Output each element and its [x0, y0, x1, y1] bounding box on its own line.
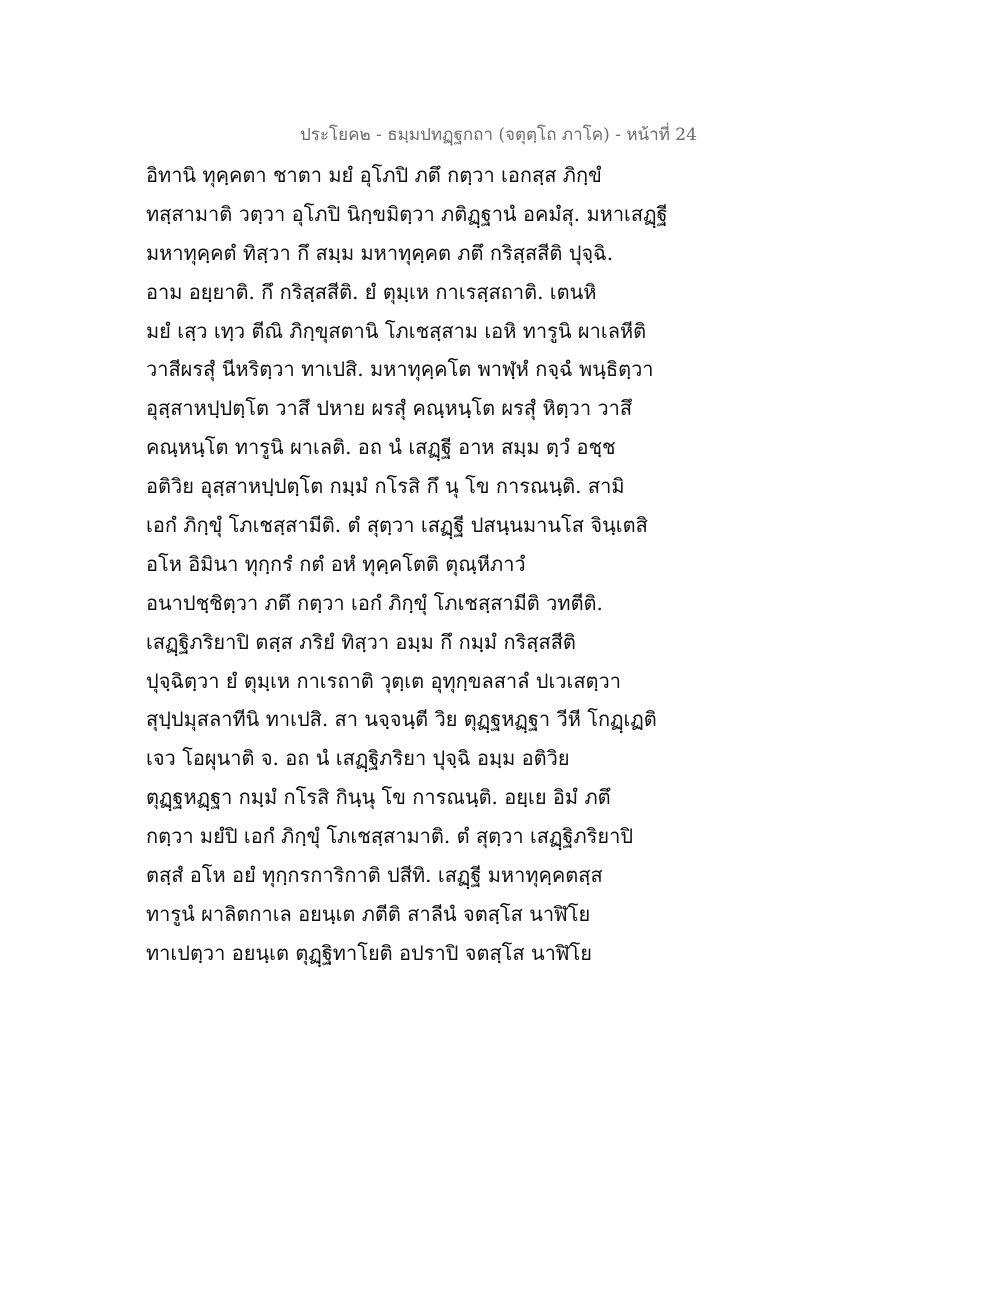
text-line: ตุฏฺฐหฏฺฐา กมฺมํ กโรสิ กินฺนุ โข การณนฺติ. อยฺเย อิมํ ภตึ — [146, 785, 611, 810]
text-line: เจว โอผุนาติ จ. อถ นํ เสฏฺฐิภริยา ปุจฺฉิ อมฺม อติวิย — [146, 746, 570, 771]
text-line: มหาทุคฺคตํ ทิสฺวา กึ สมฺม มหาทุคฺคต ภตึ กริสฺสสีติ ปุจฺฉิ. — [146, 240, 614, 265]
text-line: อุสฺสาหปฺปตฺโต วาสึ ปหาย ผรสุํ คณฺหนฺโต ผรสุํ หิตฺวา วาสึ — [146, 396, 633, 421]
text-line: อาม อยฺยาติ. กึ กริสฺสสีติ. ยํ ตุมฺเห กาเรสฺสถาติ. เตนหิ — [146, 279, 597, 304]
text-line: ทารูนํ ผาลิตกาเล อยนฺเต ภตีติ สาลีนํ จตสฺโส นาฬิโย — [146, 901, 591, 926]
text-line: กตฺวา มยํปิ เอกํ ภิกฺขุํ โภเชสฺสามาติ. ตํ สุตฺวา เสฏฺฐิภริยาปิ — [146, 824, 634, 849]
text-line: อโห อิมินา ทุกฺกรํ กตํ อหํ ทุคฺคโตติ ตุณฺหีภาวํ — [146, 551, 526, 576]
text-line: อิทานิ ทุคฺคตา ชาตา มยํ อุโภปิ ภตึ กตฺวา เอกสฺส ภิกฺขํ — [146, 163, 602, 187]
text-line: เอกํ ภิกฺขุํ โภเชสฺสามีติ. ตํ สุตฺวา เสฏฺฐี ปสนฺนมานโส จินฺเตสิ — [146, 513, 648, 538]
text-line: เสฏฺฐิภริยาปิ ตสฺส ภริยํ ทิสฺวา อมฺม กึ กมฺมํ กริสฺสสีติ — [146, 629, 576, 654]
running-header: ประโยค๒ - ธมฺมปทฏฺฐกถา (จตุตฺโถ ภาโค) - หน้าที่ 24 — [300, 125, 697, 145]
text-line: มยํ เสฺว เทฺว ตีณิ ภิกฺขุสตานิ โภเชสฺสาม เอหิ ทารูนิ ผาเลหีติ — [146, 318, 647, 343]
text-line: วาสีผรสุํ นีหริตฺวา ทาเปสิ. มหาทุคฺคโต พาฬฺหํ กจฺฉํ พนฺธิตฺวา — [146, 357, 654, 382]
text-line: คณฺหนฺโต ทารูนิ ผาเลติ. อถ นํ เสฏฺฐี อาห สมฺม ตฺวํ อชฺช — [146, 435, 616, 460]
text-line: อติวิย อุสฺสาหปฺปตฺโต กมฺมํ กโรสิ กึ นุ โข การณนฺติ. สามิ — [146, 474, 625, 499]
text-line: ทสฺสามาติ วตฺวา อุโภปิ นิกฺขมิตฺวา ภติฏฺฐานํ อคมํสุ. มหาเสฏฺฐี — [146, 201, 668, 226]
text-line: สุปฺปมุสลาทีนิ ทาเปสิ. สา นจฺจนฺตี วิย ตุฏฺฐหฏฺฐา วีหี โกฏฺเฏติ — [146, 707, 657, 732]
body-text — [146, 156, 676, 973]
text-line: ตสฺสํ อโห อยํ ทุกฺกรการิกาติ ปสีทิ. เสฏฺฐี มหาทุคฺคตสฺส — [146, 863, 603, 888]
text-line: ทาเปตฺวา อยนฺเต ตุฏฺฐิทาโยติ อปราปิ จตสฺโส นาฬิโย — [146, 940, 592, 965]
text-line: อนาปชฺชิตฺวา ภตึ กตฺวา เอกํ ภิกฺขุํ โภเชสฺสามีติ วทตีติ. — [146, 590, 603, 615]
text-line: ปุจฺฉิตฺวา ยํ ตุมฺเห กาเรถาติ วุตฺเต อุทุกฺขลสาลํ ปเวเสตฺวา — [146, 668, 622, 693]
